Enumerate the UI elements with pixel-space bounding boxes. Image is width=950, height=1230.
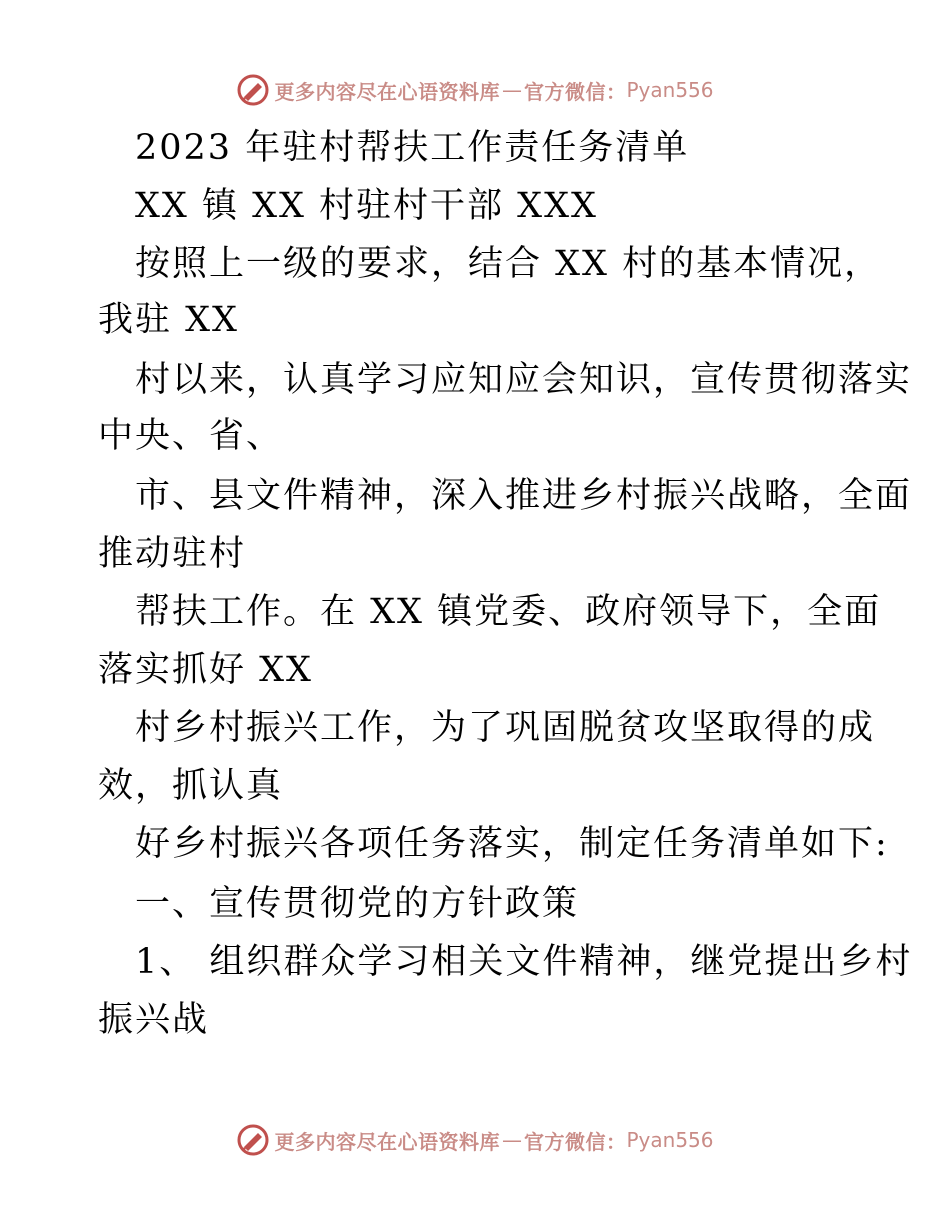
paragraph-line: 我驻 XX [98,300,239,340]
banner-separator: — [501,1128,522,1152]
paragraph-line: 按照上一级的要求，结合 XX 村的基本情况， [135,244,882,284]
paragraph-line: 好乡村振兴各项任务落实，制定任务清单如下: [135,824,889,864]
paragraph-line: 村以来，认真学习应知应会知识，宣传贯彻落实 [135,360,913,400]
banner-separator: — [501,78,522,102]
paragraph-line: 市、县文件精神，深入推进乡村振兴战略，全面 [135,476,913,516]
watermark-banner-top [0,70,950,110]
pen-logo-icon [236,73,270,107]
paragraph-line: 效，抓认真 [98,766,284,806]
section-heading: 一、宣传贯彻党的方针政策 [135,884,580,924]
banner-wechat-id: Pyan556 [626,1128,714,1152]
banner-text: 更多内容尽在心语资料库 [274,1129,500,1154]
banner-text: 更多内容尽在心语资料库 [274,79,500,104]
paragraph-line: 推动驻村 [98,534,247,574]
watermark-banner-bottom [0,1120,950,1160]
document-title: 2023 年驻村帮扶工作责任务清单 [135,128,690,168]
banner-wechat-label: 官方微信： [523,79,627,104]
banner-wechat-label: 官方微信： [523,1129,627,1154]
document-author: XX 镇 XX 村驻村干部 XXX [135,186,598,226]
paragraph-line: 中央、省、 [98,416,284,456]
paragraph-line: 村乡村振兴工作，为了巩固脱贫攻坚取得的成 [135,708,876,748]
list-item-line: 1、 组织群众学习相关文件精神，继党提出乡村 [135,942,913,982]
pen-logo-icon [236,1123,270,1157]
paragraph-line: 帮扶工作。在 XX 镇党委、政府领导下，全面 [135,592,882,632]
banner-wechat-id: Pyan556 [626,78,714,102]
list-item-line: 振兴战 [98,1000,210,1040]
paragraph-line: 落实抓好 XX [98,650,313,690]
